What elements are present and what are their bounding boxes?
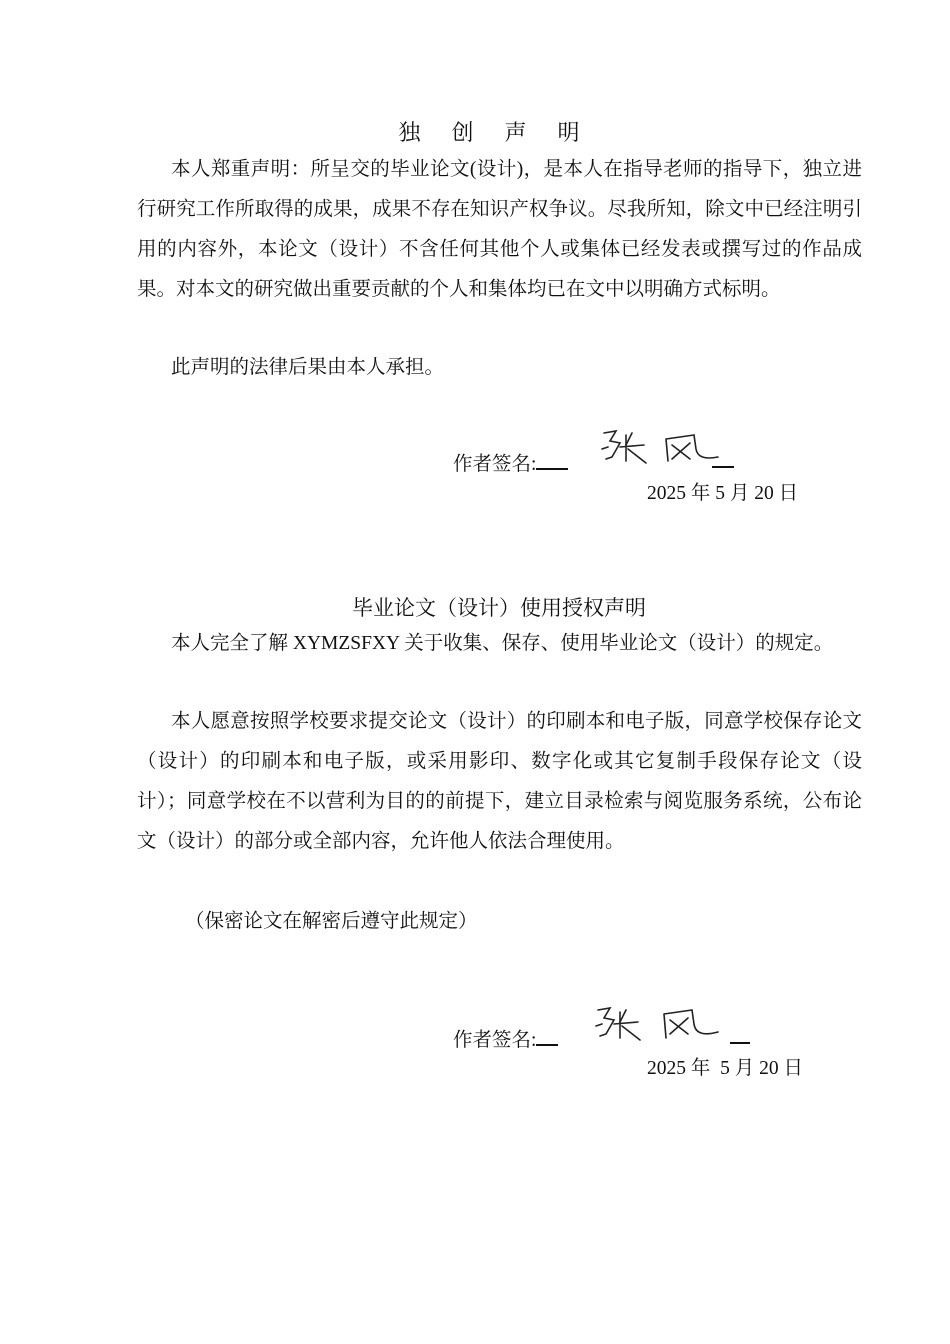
signature-trailing-line [730, 1024, 750, 1050]
authorization-title: 毕业论文（设计）使用授权声明 [352, 596, 646, 620]
authorization-paragraph-2: 本人愿意按照学校要求提交论文（设计）的印刷本和电子版，同意学校保存论文（设计）的印刷本和电子版，或采用影印、数字化或其它复制手段保存论文（设计）；同意学校在不以营利为目的的前提下，建立目录检索与阅览服务系统，公布论文（设计）的部分或全部内容，允许他人依法合理使用。 [137, 711, 862, 852]
originality-paragraph-1: 本人郑重声明：所呈交的毕业论文(设计)，是本人在指导老师的指导下，独立进行研究工作所取得的成果，成果不存在知识产权争议。尽我所知，除文中已经注明引用的内容外，本论文（设计）不含任何其他个人或集体已经发表或撰写过的作品成果。对本文的研究做出重要贡献的个人和集体均已在文中以明确方式标明。 [137, 159, 862, 300]
signature-underline [536, 450, 568, 470]
signature-label: 作者签名: [453, 454, 537, 475]
authorization-signature-row [453, 1024, 558, 1052]
originality-date: 2025 年 5 月 20 日 [647, 483, 799, 504]
signature-underline [536, 1026, 558, 1046]
originality-signature-row [453, 448, 568, 476]
originality-paragraph-2: 此声明的法律后果由本人承担。 [171, 357, 445, 378]
signature-trailing-line [712, 448, 734, 474]
authorization-paragraph-1: 本人完全了解 XYMZSFXY 关于收集、保存、使用毕业论文（设计）的规定。 [171, 633, 834, 654]
handwritten-signature [592, 1002, 732, 1052]
signature-label: 作者签名: [453, 1030, 537, 1051]
authorization-paragraph-3: （保密论文在解密后遵守此规定） [185, 911, 478, 932]
originality-title: 独 创 声 明 [398, 121, 592, 146]
authorization-date: 2025 年 5 月 20 日 [647, 1058, 804, 1079]
